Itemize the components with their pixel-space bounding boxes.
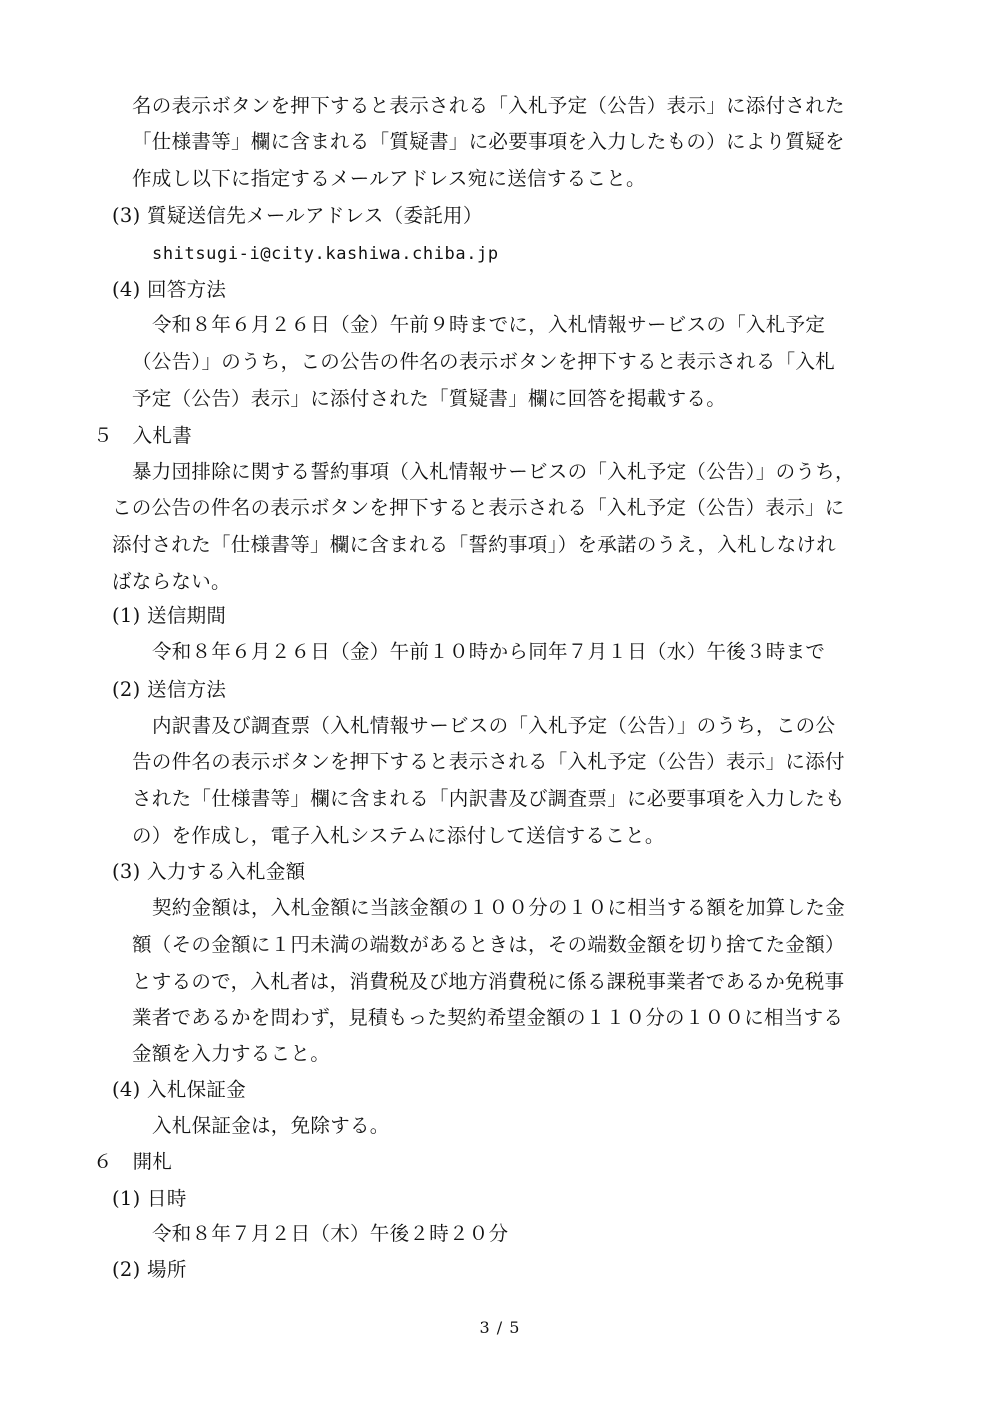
paragraph-line: 令和８年６月２６日（金）午前１０時から同年７月１日（水）午後３時まで: [152, 640, 826, 663]
subsection-heading: (2) 送信方法: [112, 678, 227, 701]
email-address: shitsugi-i@city.kashiwa.chiba.jp: [152, 244, 499, 264]
subsection-heading: (4) 回答方法: [112, 278, 227, 301]
paragraph-line: 契約金額は，入札金額に当該金額の１００分の１０に相当する額を加算した金: [152, 896, 845, 919]
paragraph-line: 名の表示ボタンを押下すると表示される「入札予定（公告）表示」に添付された: [132, 94, 845, 117]
paragraph-line: この公告の件名の表示ボタンを押下すると表示される「入札予定（公告）表示」に: [112, 496, 845, 519]
paragraph-line: 令和８年６月２６日（金）午前９時までに，入札情報サービスの「入札予定: [152, 313, 826, 336]
paragraph-line: 内訳書及び調査票（入札情報サービスの「入札予定（公告）」のうち，この公: [152, 714, 836, 737]
paragraph-line: とするので，入札者は，消費税及び地方消費税に係る課税事業者であるか免税事: [132, 970, 845, 993]
subsection-heading: (3) 質疑送信先メールアドレス（委託用）: [112, 204, 483, 227]
paragraph-line: 金額を入力すること。: [132, 1042, 331, 1065]
subsection-heading: (1) 日時: [112, 1187, 187, 1210]
paragraph-line: 入札保証金は，免除する。: [152, 1114, 390, 1137]
paragraph-line: 作成し以下に指定するメールアドレス宛に送信すること。: [132, 167, 646, 190]
paragraph-line: 暴力団排除に関する誓約事項（入札情報サービスの「入札予定（公告）」のうち，: [132, 460, 855, 483]
paragraph-line: 額（その金額に１円未満の端数があるときは，その端数金額を切り捨てた金額）: [132, 933, 845, 956]
paragraph-line: （公告）」のうち，この公告の件名の表示ボタンを押下すると表示される「入札: [132, 350, 836, 373]
paragraph-line: された「仕様書等」欄に含まれる「内訳書及び調査票」に必要事項を入力したも: [132, 787, 845, 810]
section-heading: ５ 入札書: [93, 424, 193, 447]
paragraph-line: 予定（公告）表示」に添付された「質疑書」欄に回答を掲載する。: [132, 387, 727, 410]
paragraph-line: 令和８年７月２日（木）午後２時２０分: [152, 1222, 509, 1245]
paragraph-line: 添付された「仕様書等」欄に含まれる「誓約事項」）を承諾のうえ，入札しなけれ: [112, 533, 837, 556]
subsection-heading: (2) 場所: [112, 1258, 187, 1281]
paragraph-line: 「仕様書等」欄に含まれる「質疑書」に必要事項を入力したもの）により質疑を: [132, 130, 845, 153]
subsection-heading: (4) 入札保証金: [112, 1078, 247, 1101]
subsection-heading: (3) 入力する入札金額: [112, 860, 306, 883]
paragraph-line: の）を作成し，電子入札システムに添付して送信すること。: [132, 824, 665, 847]
section-heading: ６ 開札: [93, 1150, 173, 1173]
subsection-heading: (1) 送信期間: [112, 604, 227, 627]
paragraph-line: ばならない。: [112, 570, 231, 593]
page-number: 3 / 5: [479, 1318, 521, 1337]
paragraph-line: 業者であるかを問わず，見積もった契約希望金額の１１０分の１００に相当する: [132, 1006, 844, 1029]
paragraph-line: 告の件名の表示ボタンを押下すると表示される「入札予定（公告）表示」に添付: [132, 750, 845, 773]
